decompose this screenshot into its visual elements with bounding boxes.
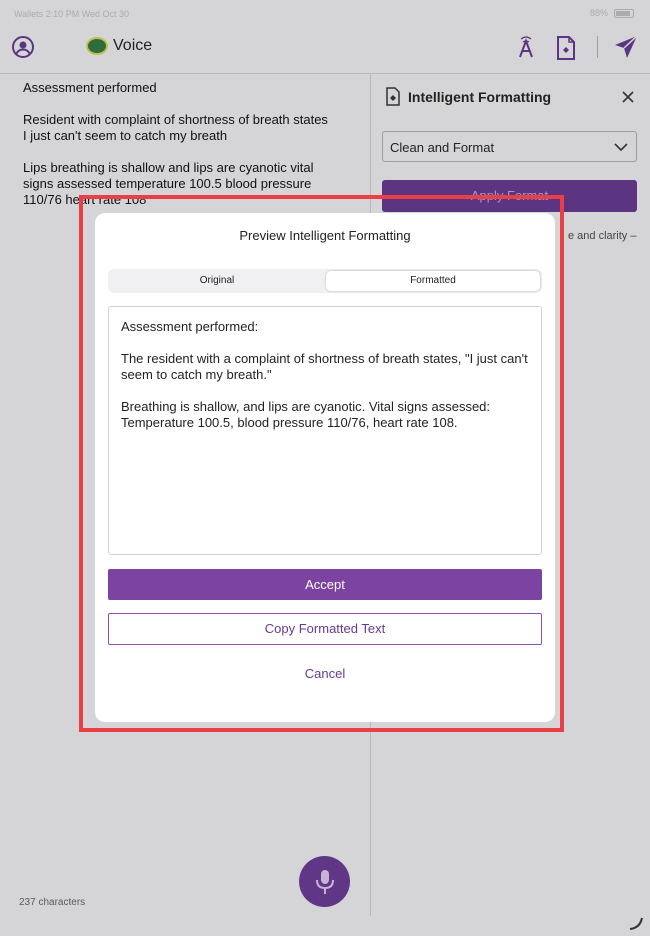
cancel-button[interactable]: Cancel [304,666,346,681]
header-divider [0,73,650,74]
text-to-speech-icon[interactable] [512,34,540,62]
close-icon[interactable] [619,88,637,106]
character-count: 237 characters [19,897,86,908]
app-title: Voice [113,37,153,54]
modal-title: Preview Intelligent Formatting [239,228,411,243]
panel-title: Intelligent Formatting [408,89,552,105]
formatted-preview [108,306,542,555]
app-logo [86,37,108,55]
battery-percent: 88% [589,8,608,18]
preview-paragraph: Assessment performed: [121,319,259,334]
status-right [590,8,634,18]
top-nav [0,26,650,72]
apply-format-button[interactable]: Apply Format [382,180,637,212]
status-bar [0,0,650,26]
editor-paragraph: Lips breathing is shallow and lips are cyanotic vital signs assessed temperature 100.5 blood pressure 110/76 heart rate 108 [23,160,314,207]
microphone-icon [314,868,336,896]
format-mode-select[interactable] [382,131,637,162]
panel-description: e and clarity – [568,230,637,242]
accept-button[interactable]: Accept [108,569,542,600]
copy-formatted-text-button[interactable]: Copy Formatted Text [108,613,542,645]
transcript-editor[interactable] [23,80,363,224]
preview-paragraph: Breathing is shallow, and lips are cyanotic. Vital signs assessed: Temperature 100.5, blood pressure 110/76, heart rate 108. [121,399,491,430]
status-time: Wallets 2:10 PM Wed Oct 30 [14,9,130,19]
profile-icon[interactable] [10,34,36,60]
preview-paragraph: The resident with a complaint of shortness of breath states, "I just can't seem to catch my breath." [121,351,528,382]
preview-formatting-modal [95,213,555,722]
format-mode-value: Clean and Format [390,140,495,155]
send-icon[interactable] [612,33,640,61]
battery-icon [614,9,634,18]
chevron-down-icon [614,141,628,153]
editor-paragraph: Resident with complaint of shortness of breath states I just can't seem to catch my breath [23,112,328,143]
microphone-button[interactable] [299,856,350,907]
editor-paragraph: Assessment performed [23,80,157,95]
tab-original[interactable]: Original [199,275,235,286]
document-icon [385,87,401,106]
tab-formatted[interactable]: Formatted [326,271,540,291]
view-toggle [108,269,542,293]
nav-divider [597,36,598,58]
document-format-icon[interactable] [553,34,579,62]
resize-handle-icon [626,912,646,932]
